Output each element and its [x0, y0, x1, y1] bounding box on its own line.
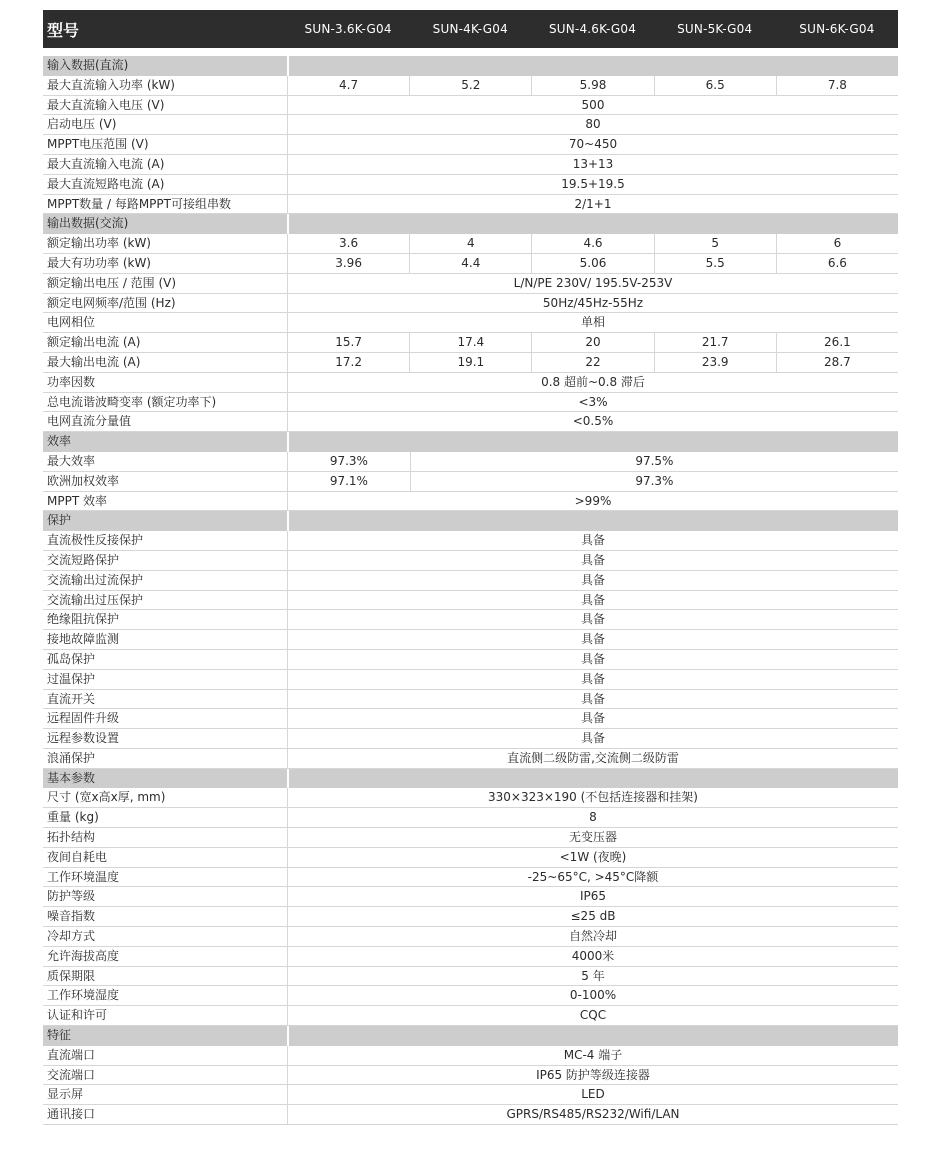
row-label: 额定输出功率 (kW) — [43, 234, 287, 254]
table-row — [43, 531, 898, 551]
table-row — [43, 828, 898, 848]
table-row — [43, 393, 898, 413]
row-label: 电网相位 — [43, 313, 287, 333]
row-label: 工作环境温度 — [43, 868, 287, 888]
table-row — [43, 690, 898, 710]
row-label: 总电流谐波畸变率 (额定功率下) — [43, 393, 287, 413]
row-value: 5 年 — [287, 967, 898, 987]
row-value: 6.6 — [776, 254, 898, 274]
row-value: <0.5% — [287, 412, 898, 432]
row-value: 具备 — [287, 630, 898, 650]
row-value: 具备 — [287, 670, 898, 690]
row-value: 具备 — [287, 690, 898, 710]
row-value: 13+13 — [287, 155, 898, 175]
table-row — [43, 294, 898, 314]
row-label: MPPT数量 / 每路MPPT可接组串数 — [43, 195, 287, 215]
table-row — [43, 967, 898, 987]
table-row — [43, 155, 898, 175]
row-value: 5.5 — [654, 254, 776, 274]
table-row — [43, 1105, 898, 1125]
row-label: 交流输出过压保护 — [43, 591, 287, 611]
row-value: 具备 — [287, 551, 898, 571]
row-label: 冷却方式 — [43, 927, 287, 947]
section-title: 保护 — [43, 511, 287, 531]
row-label: 最大直流输入电流 (A) — [43, 155, 287, 175]
row-value: 6 — [776, 234, 898, 254]
row-value: 28.7 — [776, 353, 898, 373]
model-column-header: SUN-4K-G04 — [432, 22, 508, 36]
row-value: 17.2 — [287, 353, 409, 373]
row-value: 97.5% — [410, 452, 898, 472]
row-label: 噪音指数 — [43, 907, 287, 927]
table-row — [43, 947, 898, 967]
row-value: CQC — [287, 1006, 898, 1026]
row-value: 5.06 — [531, 254, 653, 274]
table-row — [43, 274, 898, 294]
table-row — [43, 907, 898, 927]
table-row — [43, 709, 898, 729]
table-row — [43, 492, 898, 512]
table-row — [43, 452, 898, 472]
row-value: 直流侧二级防雷,交流侧二级防雷 — [287, 749, 898, 769]
table-row — [43, 175, 898, 195]
row-value: 单相 — [287, 313, 898, 333]
row-label: 电网直流分量值 — [43, 412, 287, 432]
row-label: 最大效率 — [43, 452, 287, 472]
section-header — [43, 432, 898, 452]
row-label: 最大直流短路电流 (A) — [43, 175, 287, 195]
row-value: 具备 — [287, 610, 898, 630]
row-label: 夜间自耗电 — [43, 848, 287, 868]
row-value: -25~65°C, >45°C降额 — [287, 868, 898, 888]
table-row — [43, 729, 898, 749]
row-value: <1W (夜晚) — [287, 848, 898, 868]
section-header — [43, 214, 898, 234]
row-label: 远程参数设置 — [43, 729, 287, 749]
section-title: 特征 — [43, 1026, 287, 1046]
row-label: 启动电压 (V) — [43, 115, 287, 135]
section-header — [43, 1026, 898, 1046]
table-row — [43, 788, 898, 808]
row-value: 4.4 — [409, 254, 531, 274]
row-value: 15.7 — [287, 333, 409, 353]
row-value: ≤25 dB — [287, 907, 898, 927]
row-value: 具备 — [287, 650, 898, 670]
row-value: L/N/PE 230V/ 195.5V-253V — [287, 274, 898, 294]
row-value: 26.1 — [776, 333, 898, 353]
section-band — [287, 56, 898, 76]
row-label: 工作环境湿度 — [43, 986, 287, 1006]
row-value: 无变压器 — [287, 828, 898, 848]
table-row — [43, 650, 898, 670]
row-label: 接地故障监测 — [43, 630, 287, 650]
row-value: 17.4 — [409, 333, 531, 353]
row-value: 5.2 — [409, 76, 531, 96]
table-row — [43, 1046, 898, 1066]
table-row — [43, 868, 898, 888]
table-row — [43, 630, 898, 650]
row-label: 远程固件升级 — [43, 709, 287, 729]
section-band — [287, 214, 898, 234]
table-row — [43, 333, 898, 353]
row-value: IP65 — [287, 887, 898, 907]
row-value: LED — [287, 1085, 898, 1105]
row-value: 22 — [531, 353, 653, 373]
row-value: 20 — [531, 333, 653, 353]
row-value: 97.1% — [287, 472, 410, 492]
row-value: 3.96 — [287, 254, 409, 274]
row-value: 4.6 — [531, 234, 653, 254]
row-value: >99% — [287, 492, 898, 512]
table-row — [43, 373, 898, 393]
row-value: 4 — [409, 234, 531, 254]
row-value: 330×323×190 (不包括连接器和挂架) — [287, 788, 898, 808]
row-value: 5 — [654, 234, 776, 254]
table-row — [43, 472, 898, 492]
row-value: 具备 — [287, 709, 898, 729]
spec-table — [43, 10, 898, 1125]
row-value: 70~450 — [287, 135, 898, 155]
row-value: 50Hz/45Hz-55Hz — [287, 294, 898, 314]
row-label: 额定输出电流 (A) — [43, 333, 287, 353]
table-row — [43, 96, 898, 116]
table-row — [43, 254, 898, 274]
row-label: 交流短路保护 — [43, 551, 287, 571]
row-value: 3.6 — [287, 234, 409, 254]
row-value: 97.3% — [287, 452, 410, 472]
table-row — [43, 135, 898, 155]
table-row — [43, 234, 898, 254]
row-label: 额定输出电压 / 范围 (V) — [43, 274, 287, 294]
row-value: 0.8 超前~0.8 滞后 — [287, 373, 898, 393]
row-value: 7.8 — [776, 76, 898, 96]
row-label: 交流端口 — [43, 1066, 287, 1086]
row-value: 6.5 — [654, 76, 776, 96]
row-label: 功率因数 — [43, 373, 287, 393]
table-row — [43, 610, 898, 630]
row-label: MPPT电压范围 (V) — [43, 135, 287, 155]
row-label: 最大输出电流 (A) — [43, 353, 287, 373]
row-label: 认证和许可 — [43, 1006, 287, 1026]
section-band — [287, 432, 898, 452]
row-value: 2/1+1 — [287, 195, 898, 215]
table-row — [43, 551, 898, 571]
table-row — [43, 670, 898, 690]
row-value: 4000米 — [287, 947, 898, 967]
section-band — [287, 511, 898, 531]
row-label: 绝缘阻抗保护 — [43, 610, 287, 630]
table-row — [43, 1006, 898, 1026]
table-body — [43, 56, 898, 1125]
row-label: 额定电网频率/范围 (Hz) — [43, 294, 287, 314]
table-row — [43, 412, 898, 432]
row-value: 5.98 — [531, 76, 653, 96]
table-row — [43, 591, 898, 611]
row-label: MPPT 效率 — [43, 492, 287, 512]
table-row — [43, 76, 898, 96]
row-value: 80 — [287, 115, 898, 135]
row-label: 最大有功功率 (kW) — [43, 254, 287, 274]
table-row — [43, 927, 898, 947]
row-value: 自然冷却 — [287, 927, 898, 947]
row-label: 直流开关 — [43, 690, 287, 710]
model-column-header: SUN-4.6K-G04 — [548, 22, 637, 36]
row-value: 19.1 — [409, 353, 531, 373]
row-label: 质保期限 — [43, 967, 287, 987]
row-value: IP65 防护等级连接器 — [287, 1066, 898, 1086]
model-column-header: SUN-6K-G04 — [799, 22, 875, 36]
header-title: 型号 — [47, 20, 80, 40]
table-row — [43, 1066, 898, 1086]
row-value: 23.9 — [654, 353, 776, 373]
table-row — [43, 115, 898, 135]
row-label: 最大直流输入功率 (kW) — [43, 76, 287, 96]
row-label: 允许海拔高度 — [43, 947, 287, 967]
table-row — [43, 195, 898, 215]
model-column-header: SUN-5K-G04 — [677, 22, 753, 36]
row-label: 交流输出过流保护 — [43, 571, 287, 591]
table-row — [43, 353, 898, 373]
model-column-header: SUN-3.6K-G04 — [304, 22, 392, 36]
table-row — [43, 749, 898, 769]
row-value: 8 — [287, 808, 898, 828]
row-label: 最大直流输入电压 (V) — [43, 96, 287, 116]
row-label: 欧洲加权效率 — [43, 472, 287, 492]
section-band — [287, 769, 898, 789]
row-value: <3% — [287, 393, 898, 413]
section-title: 输出数据(交流) — [43, 214, 287, 234]
row-value: 具备 — [287, 591, 898, 611]
row-value: GPRS/RS485/RS232/Wifi/LAN — [287, 1105, 898, 1125]
table-row — [43, 986, 898, 1006]
section-title: 输入数据(直流) — [43, 56, 287, 76]
row-value: 500 — [287, 96, 898, 116]
table-row — [43, 313, 898, 333]
row-value: 97.3% — [410, 472, 898, 492]
table-row — [43, 887, 898, 907]
row-label: 拓扑结构 — [43, 828, 287, 848]
table-row — [43, 1085, 898, 1105]
row-label: 通讯接口 — [43, 1105, 287, 1125]
section-band — [287, 1026, 898, 1046]
row-value: 0-100% — [287, 986, 898, 1006]
row-label: 过温保护 — [43, 670, 287, 690]
section-title: 基本参数 — [43, 769, 287, 789]
row-value: 具备 — [287, 571, 898, 591]
row-label: 防护等级 — [43, 887, 287, 907]
row-value: 具备 — [287, 729, 898, 749]
row-label: 浪涌保护 — [43, 749, 287, 769]
table-row — [43, 848, 898, 868]
row-value: 21.7 — [654, 333, 776, 353]
section-title: 效率 — [43, 432, 287, 452]
row-label: 直流极性反接保护 — [43, 531, 287, 551]
row-value: 19.5+19.5 — [287, 175, 898, 195]
row-label: 孤岛保护 — [43, 650, 287, 670]
table-row — [43, 571, 898, 591]
table-header — [43, 10, 898, 48]
row-value: 4.7 — [287, 76, 409, 96]
section-header — [43, 511, 898, 531]
row-value: 具备 — [287, 531, 898, 551]
row-label: 重量 (kg) — [43, 808, 287, 828]
row-label: 直流端口 — [43, 1046, 287, 1066]
section-header — [43, 56, 898, 76]
row-value: MC-4 端子 — [287, 1046, 898, 1066]
section-header — [43, 769, 898, 789]
table-row — [43, 808, 898, 828]
row-label: 显示屏 — [43, 1085, 287, 1105]
row-label: 尺寸 (宽x高x厚, mm) — [43, 788, 287, 808]
